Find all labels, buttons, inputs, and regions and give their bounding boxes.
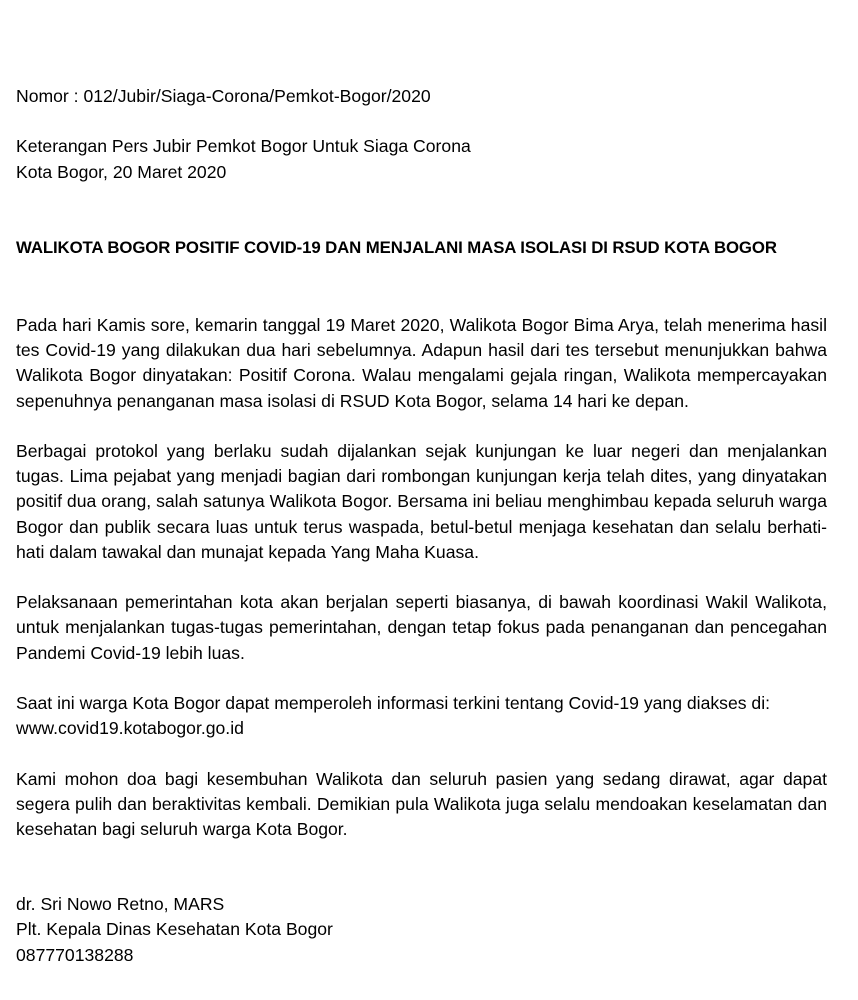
spacer [16,414,827,439]
document-number: Nomor : 012/Jubir/Siaga-Corona/Pemkot-Bogor/2020 [16,86,431,106]
press-release-document [16,84,827,968]
signatory-phone: 087770138288 [16,944,134,965]
paragraph-2: Berbagai protokol yang berlaku sudah dijalankan sejak kunjungan ke luar negeri dan menjalankan tugas. Lima pejabat yang menjadi bagian dari rombongan kunjungan kerja telah dites, yang dinyatakan positif dua orang, salah satunya Walikota Bogor. Bersama ini beliau menghimbau kepada seluruh warga Bogor dan publik secara luas untuk terus waspada, betul-betul menjaga kesehatan dan selalu berhati-hati dalam tawakal dan munajat kepada Yang Maha Kuasa. [16,441,827,562]
place-date: Kota Bogor, 20 Maret 2020 [16,161,227,182]
document-subject: Keterangan Pers Jubir Pemkot Bogor Untuk Siaga Corona [16,136,471,157]
signatory-position: Plt. Kepala Dinas Kesehatan Kota Bogor [16,919,333,940]
paragraph-1: Pada hari Kamis sore, kemarin tanggal 19 Maret 2020, Walikota Bogor Bima Arya, telah menerima hasil tes Covid-19 yang dilakukan dua hari sebelumnya. Adapun hasil dari tes tersebut menunjukkan bahwa Walikota Bogor dinyatakan: Positif Corona. Walau mengalami gejala ringan, Walikota mempercayakan sepenuhnya penanganan masa isolasi di RSUD Kota Bogor, selama 14 hari ke depan. [16,315,827,411]
spacer [16,565,827,590]
spacer [16,185,827,235]
paragraph-4: Saat ini warga Kota Bogor dapat memperoleh informasi terkini tentang Covid-19 yang diakses di: [16,693,771,713]
paragraph-3: Pelaksanaan pemerintahan kota akan berjalan seperti biasanya, di bawah koordinasi Wakil Walikota, untuk menjalankan tugas-tugas pemerintahan, dengan tetap fokus pada penanganan dan pencegahan Pandemi Covid-19 lebih luas. [16,592,827,663]
spacer [16,109,827,134]
spacer [16,260,827,313]
document-title: WALIKOTA BOGOR POSITIF COVID-19 DAN MENJALANI MASA ISOLASI DI RSUD KOTA BOGOR [16,237,777,257]
spacer [16,741,827,766]
spacer [16,666,827,691]
covid-info-url: www.covid19.kotabogor.go.id [16,718,244,739]
paragraph-5: Kami mohon doa bagi kesembuhan Walikota dan seluruh pasien yang sedang dirawat, agar dapat segera pulih dan beraktivitas kembali. Demikian pula Walikota juga selalu mendoakan keselamatan dan kesehatan bagi seluruh warga Kota Bogor. [16,768,827,839]
signatory-name: dr. Sri Nowo Retno, MARS [16,894,225,915]
spacer [16,842,827,892]
